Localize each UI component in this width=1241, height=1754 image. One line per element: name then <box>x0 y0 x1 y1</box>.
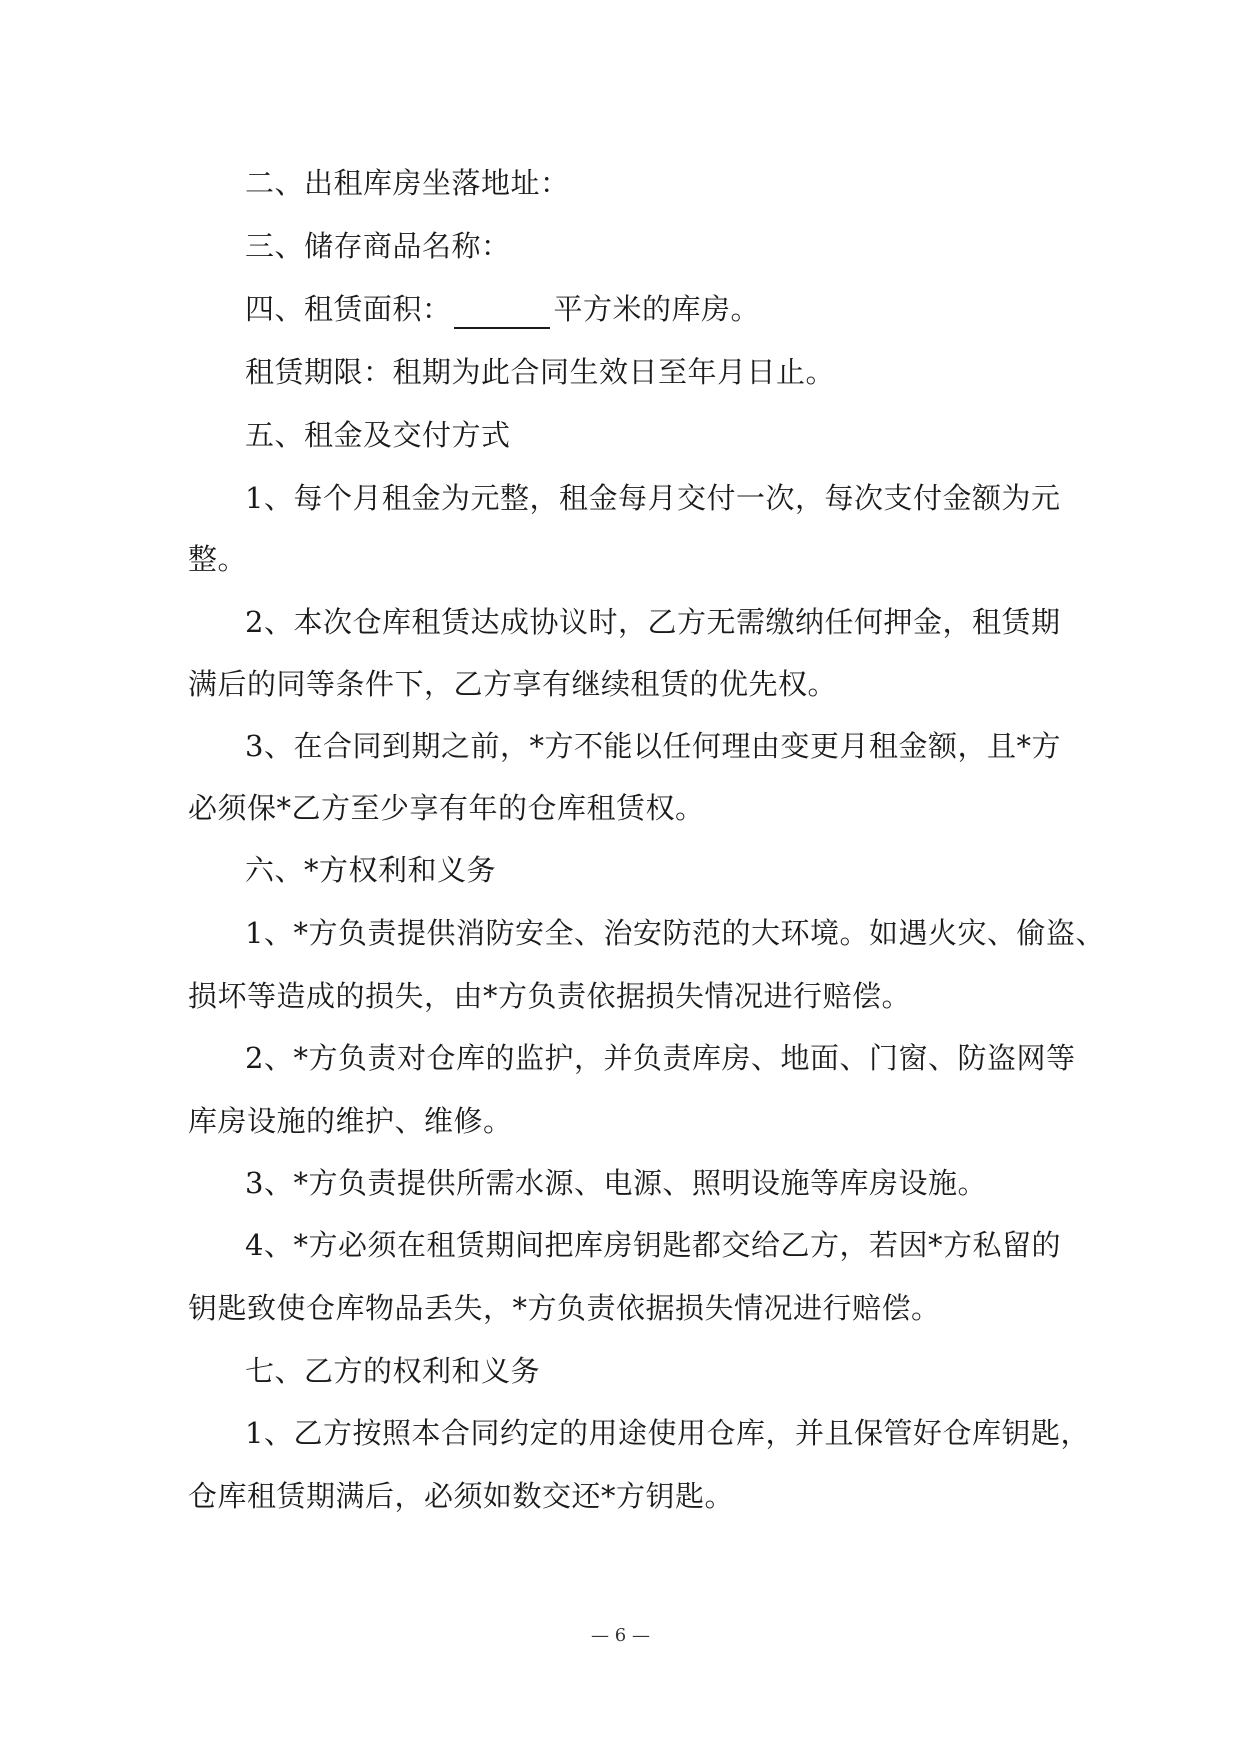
clause-6-item-4: 4、*方必须在租赁期间把库房钥匙都交给乙方，若因*方私留的 <box>245 1228 1061 1262</box>
clause-6-item-4-cont: 钥匙致使仓库物品丢失，*方负责依据损失情况进行赔偿。 <box>188 1291 941 1325</box>
clause-5-item-2: 2、本次仓库租赁达成协议时，乙方无需缴纳任何押金，租赁期 <box>245 605 1061 639</box>
clause-6-item-2: 2、*方负责对仓库的监护，并负责库房、地面、门窗、防盗网等 <box>245 1041 1076 1075</box>
clause-4-label: 四、租赁面积： <box>245 292 452 326</box>
clause-3-stored-goods: 三、储存商品名称： <box>245 229 511 263</box>
clause-6-item-2-cont: 库房设施的维护、维修。 <box>188 1104 513 1138</box>
clause-4-unit: 平方米的库房。 <box>553 292 761 326</box>
clause-5-heading: 五、租金及交付方式 <box>245 418 511 452</box>
clause-5-item-3-cont: 必须保*乙方至少享有年的仓库租赁权。 <box>188 791 705 825</box>
clause-6-item-1-cont: 损坏等造成的损失，由*方负责依据损失情况进行赔偿。 <box>188 979 912 1013</box>
clause-7-item-1: 1、乙方按照本合同约定的用途使用仓库，并且保管好仓库钥匙， <box>245 1416 1090 1450</box>
page-number: — 6 — <box>591 1625 650 1646</box>
clause-4-lease-area <box>245 289 760 329</box>
clause-5-item-1-cont: 整。 <box>188 542 248 576</box>
clause-7-item-1-cont: 仓库租赁期满后，必须如数交还*方钥匙。 <box>188 1479 735 1513</box>
lease-term: 租赁期限：租期为此合同生效日至年月日止。 <box>245 355 836 389</box>
area-blank-underline <box>454 297 550 329</box>
clause-5-item-1: 1、每个月租金为元整，租金每月交付一次，每次支付金额为元 <box>245 481 1061 515</box>
clause-6-item-1: 1、*方负责提供消防安全、治安防范的大环境。如遇火灾、偷盗、 <box>245 916 1105 950</box>
clause-6-heading: 六、*方权利和义务 <box>245 853 497 887</box>
clause-5-item-2-cont: 满后的同等条件下，乙方享有继续租赁的优先权。 <box>188 667 838 701</box>
clause-2-warehouse-address: 二、出租库房坐落地址： <box>245 166 570 200</box>
clause-6-item-3: 3、*方负责提供所需水源、电源、照明设施等库房设施。 <box>245 1166 987 1200</box>
clause-7-heading: 七、乙方的权利和义务 <box>245 1354 541 1388</box>
clause-5-item-3: 3、在合同到期之前，*方不能以任何理由变更月租金额，且*方 <box>245 729 1061 763</box>
